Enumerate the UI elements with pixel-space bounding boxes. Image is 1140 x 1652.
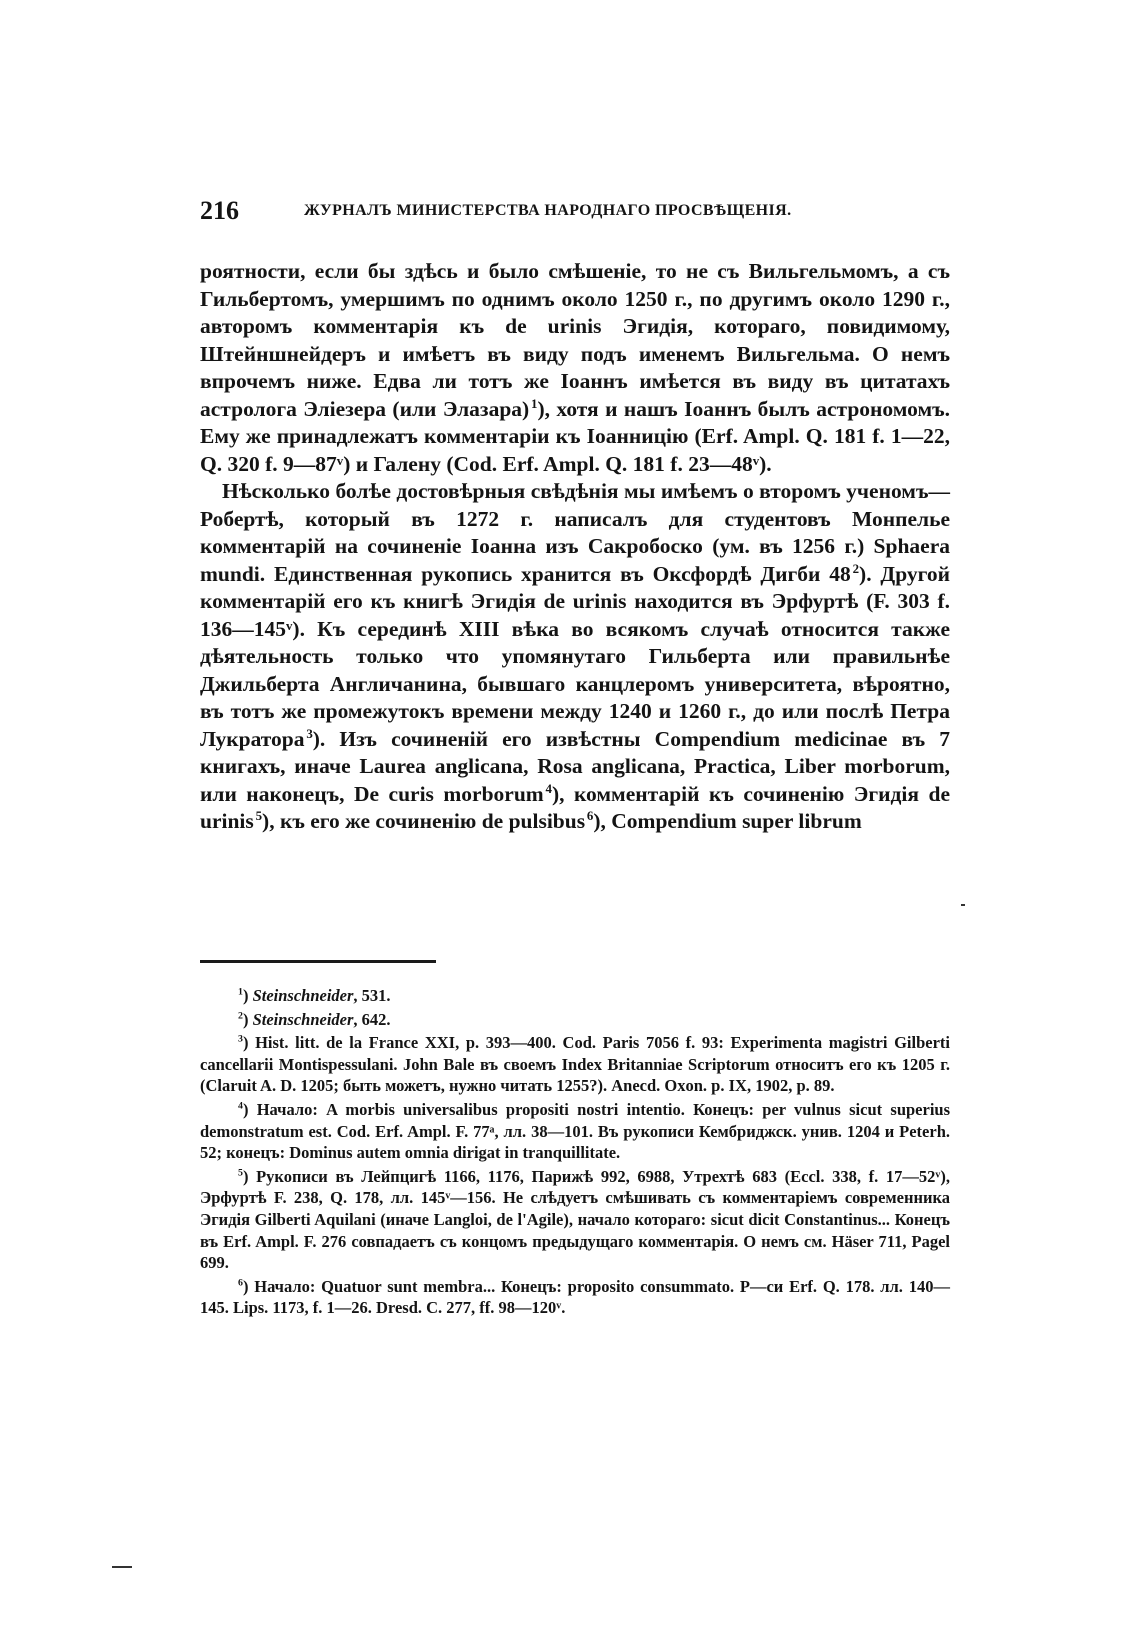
paragraph-1-text: роятности, если бы здѣсь и было смѣшеніе, то не съ Вильгельмомъ, а съ Гильбертомъ, умершимъ по однимъ около 1250 г., по другимъ около 1290 г., авторомъ комментарія къ de urinis Эгидія, котораго, повидимому, Штейншнейдеръ и имѣетъ въ виду подъ именемъ Вильгельма. О немъ впрочемъ ниже. Едва ли тотъ же Іоаннъ имѣется въ виду въ цитатахъ астролога Эліезера (или Элазара) xyxy=(200,259,950,421)
footnote-number: 3 xyxy=(238,1033,243,1045)
paragraph-2-part-f: ), Compendium super librum xyxy=(593,809,862,833)
margin-dash xyxy=(112,1566,132,1568)
footnote-number: 1 xyxy=(238,986,243,998)
footnote-ref-4: 4 xyxy=(545,781,552,796)
footnote-ref-3: 3 xyxy=(306,726,313,741)
paragraph-2-part-e: ), къ его же сочиненію de pulsibus xyxy=(262,809,586,833)
running-title: ЖУРНАЛЪ МИНИСТЕРСТВА НАРОДНАГО ПРОСВѢЩЕНІЯ. xyxy=(304,202,792,219)
footnote-text: Hist. litt. de la France XXI, p. 393—400. Cod. Paris 7056 f. 93: Experimenta magistri Gilberti cancellarii Montispessulani. John Bale въ своемъ Index Britanniae Scriptorum относитъ его къ 1205 г. (Claruit A. D. 1205; быть можетъ, нужно читать 1255?). Anecd. Oxon. p. IX, 1902, p. 89. xyxy=(200,1033,950,1096)
paragraph-2-part-d: ), комментарій къ сочиненію Эгидія de urinis xyxy=(200,781,950,833)
paragraph-2-part-a: Нѣсколько болѣе достовѣрныя свѣдѣнія мы имѣемъ о второмъ ученомъ—Робертѣ, который въ 1272 г. написалъ для студентовъ Монпелье комментарій на сочиненіе Іоанна изъ Сакробоско (ум. въ 1256 г.) Sphaera mundi. Единственная рукопись хранится въ Оксфордѣ Дигби 48 xyxy=(200,479,950,586)
margin-mark xyxy=(961,904,965,906)
footnote-text: , 531. xyxy=(353,986,391,1005)
footnotes xyxy=(200,985,950,1321)
footnote-number: 4 xyxy=(238,1100,243,1112)
footnote-number: 2 xyxy=(238,1010,243,1022)
paragraph-1-tail: ), хотя и нашъ Іоаннъ былъ астрономомъ. Ему же принадлежатъ комментаріи къ Іоанницію (Erf. Ampl. Q. 181 f. 1—22, Q. 320 f. 9—87ᵛ) и Галену (Cod. Erf. Ampl. Q. 181 f. 23—48ᵛ). xyxy=(200,396,951,476)
footnote-author: Steinschneider xyxy=(252,986,354,1005)
footnote-3: $^3$) Hist. litt. de la France XXI, p. 393—400. Cod. Paris 7056 f. 93: Experimenta magistri Gilberti cancellarii Montispessulani. John Bale въ своемъ Index Britanniae Scriptorum относитъ его къ 1205 г. (Claruit A. D. 1205; быть можетъ, нужно читать 1255?). Anecd. Oxon. p. IX, 1902, p. 89. xyxy=(200,1033,950,1096)
footnote-number: 6 xyxy=(238,1277,243,1289)
paragraph-2-part-b: ). Другой комментарій его къ книгѣ Эгидія de urinis находится въ Эрфуртѣ (F. 303 f. 136—145ᵛ). Къ серединѣ XIII вѣка во всякомъ случаѣ относится также дѣятельность только что упомянутаго Гильберта или правильнѣе Джильберта Англичанина, бывшаго канцлеромъ университета, вѣроятно, въ тотъ же промежутокъ времени между 1240 и 1260 г., до или послѣ Петра Лукратора xyxy=(200,561,950,751)
footnote-ref-1: 1 xyxy=(531,396,538,411)
footnote-text: Начало: A morbis universalibus propositi nostri intentio. Конецъ: per vulnus sicut superius demonstratum est. Cod. Erf. Ampl. F. 77ᵃ, лл. 38—101. Въ рукописи Кембриджск. унив. 1204 и Peterh. 52; конецъ: Dominus autem omnia dirigat in tranquillitate. xyxy=(200,1099,950,1163)
main-text xyxy=(200,258,950,836)
footnote-text: Рукописи въ Лейпцигѣ 1166, 1176, Парижѣ 992, 6988, Утрехтѣ 683 (Eccl. 338, f. 17—52ᵛ), Эрфуртѣ F. 238, Q. 178, лл. 145ᵛ—156. Не слѣдуетъ смѣшивать съ комментаріемъ современника Эгидія Gilberti Aquilani (иначе Langloi, de l'Agile), начало котораго: sicut dicit Constantinus... Конецъ въ Erf. Ampl. F. 276 совпадаетъ съ концомъ предыдущаго комментарія. О немъ см. Häser 711, Pagel 699. xyxy=(200,1166,950,1273)
footnote-separator xyxy=(200,960,436,963)
footnote-ref-5: 5 xyxy=(255,808,263,823)
page-number: 216 xyxy=(200,196,239,225)
footnote-5: $^5$) Рукописи въ Лейпцигѣ 1166, 1176, Парижѣ 992, 6988, Утрехтѣ 683 (Eccl. 338, f. 17—52ᵛ), Эрфуртѣ F. 238, Q. 178, лл. 145ᵛ—156. Не слѣдуетъ смѣшивать съ комментаріемъ современника Эгидія Gilberti Aquilani (иначе Langloi, de l'Agile), начало котораго: sicut dicit Constantinus... Конецъ въ Erf. Ampl. F. 276 совпадаетъ съ концомъ предыдущаго комментарія. О немъ см. Häser 711, Pagel 699. xyxy=(200,1166,950,1273)
page-header xyxy=(200,196,950,230)
footnote-ref-2: 2 xyxy=(852,561,860,576)
footnote-4: $^4$) Начало: A morbis universalibus propositi nostri intentio. Конецъ: per vulnus sicut superius demonstratum est. Cod. Erf. Ampl. F. 77ᵃ, лл. 38—101. Въ рукописи Кембриджск. унив. 1204 и Peterh. 52; конецъ: Dominus autem omnia dirigat in tranquillitate. xyxy=(200,1099,950,1163)
footnote-number: 5 xyxy=(238,1167,243,1179)
footnote-text: Начало: Quatuor sunt membra... Конецъ: proposito consummato. Р—си Erf. Q. 178. лл. 140—145. Lips. 1173, f. 1—26. Dresd. C. 277, ff. 98—120ᵛ. xyxy=(200,1276,950,1318)
footnote-2: $^2$) Steinschneider, 642. xyxy=(238,1009,391,1029)
footnote-6: $^6$) Начало: Quatuor sunt membra... Конецъ: proposito consummato. Р—си Erf. Q. 178. лл. 140—145. Lips. 1173, f. 1—26. Dresd. C. 277, ff. 98—120ᵛ. xyxy=(200,1276,950,1318)
paragraph-2 xyxy=(200,478,950,836)
footnote-text: , 642. xyxy=(353,1009,391,1029)
paragraph-2-part-c: ). Изъ сочиненій его извѣстны Compendium medicinae въ 7 книгахъ, иначе Laurea anglicana, Rosa anglicana, Practica, Liber morborum, или наконецъ, De curis morborum xyxy=(200,726,950,806)
footnote-1: $^1$) Steinschneider, 531. xyxy=(238,986,391,1005)
footnote-ref-6: 6 xyxy=(586,808,594,823)
paragraph-1 xyxy=(200,258,950,478)
footnote-author: Steinschneider xyxy=(252,1009,354,1029)
